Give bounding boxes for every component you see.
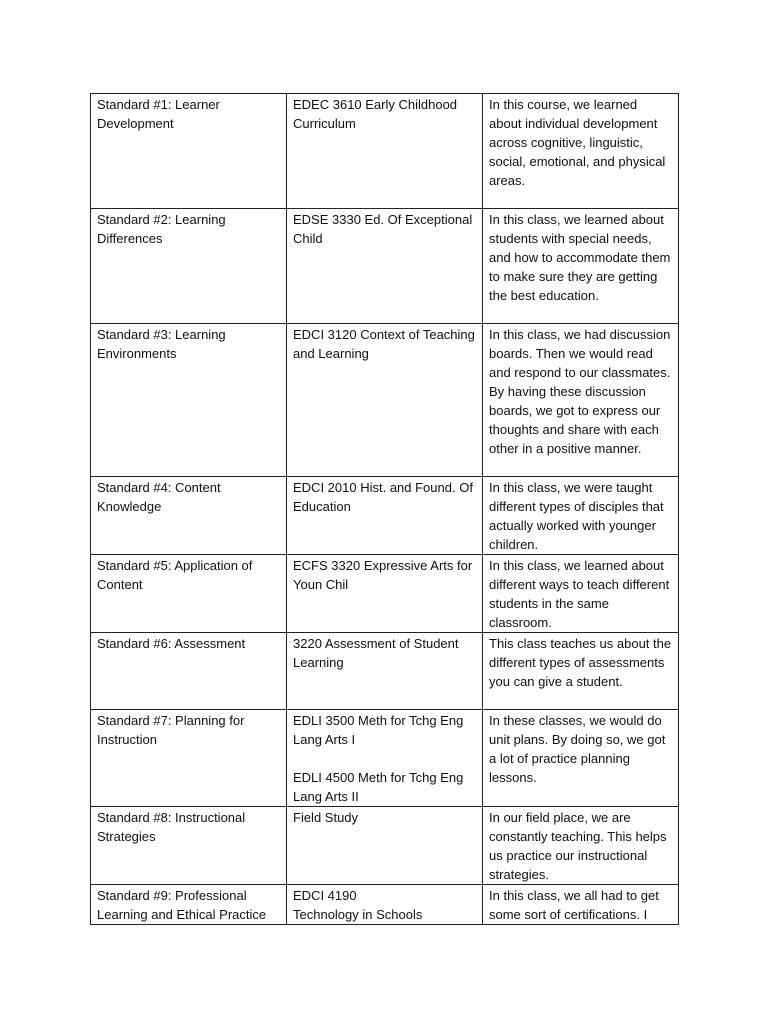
course-cell: EDCI 4190 Technology in Schools xyxy=(287,885,483,925)
standard-cell: Standard #7: Planning for Instruction xyxy=(91,710,287,807)
course-line-2: EDLI 4500 Meth for Tchg Eng Lang Arts II xyxy=(293,770,464,804)
description-cell: In this class, we learned about different ways to teach different students in the same classroom. xyxy=(483,555,679,633)
standard-cell: Standard #4: Content Knowledge xyxy=(91,477,287,555)
description-cell: In our field place, we are constantly teaching. This helps us practice our instructional strategies. xyxy=(483,807,679,885)
course-cell: EDCI 3120 Context of Teaching and Learning xyxy=(287,324,483,477)
course-cell: EDEC 3610 Early Childhood Curriculum xyxy=(287,94,483,209)
standard-cell: Standard #5: Application of Content xyxy=(91,555,287,633)
description-cell: In this class, we all had to get some sort of certifications. I xyxy=(483,885,679,925)
course-cell: ECFS 3320 Expressive Arts for Youn Chil xyxy=(287,555,483,633)
description-cell: In this class, we were taught different types of disciples that actually worked with younger children. xyxy=(483,477,679,555)
table-row xyxy=(91,324,679,477)
table-row xyxy=(91,94,679,209)
table-row xyxy=(91,710,679,807)
course-line-1: EDLI 3500 Meth for Tchg Eng Lang Arts I xyxy=(293,713,464,747)
table-row xyxy=(91,555,679,633)
table-row xyxy=(91,807,679,885)
description-cell: In this class, we learned about students with special needs, and how to accommodate them to make sure they are getting the best education. xyxy=(483,209,679,324)
course-cell: EDSE 3330 Ed. Of Exceptional Child xyxy=(287,209,483,324)
table-row xyxy=(91,209,679,324)
standard-cell: Standard #3: Learning Environments xyxy=(91,324,287,477)
table-row xyxy=(91,477,679,555)
course-cell: Field Study xyxy=(287,807,483,885)
standard-cell: Standard #8: Instructional Strategies xyxy=(91,807,287,885)
course-cell xyxy=(287,710,483,807)
description-cell: In these classes, we would do unit plans. By doing so, we got a lot of practice planning lessons. xyxy=(483,710,679,807)
course-spacer xyxy=(293,749,476,768)
description-cell: In this course, we learned about individual development across cognitive, linguistic, social, emotional, and physical areas. xyxy=(483,94,679,209)
table-row xyxy=(91,885,679,925)
standard-cell: Standard #1: Learner Development xyxy=(91,94,287,209)
description-cell: In this class, we had discussion boards. Then we would read and respond to our classmates. By having these discussion boards, we got to express our thoughts and share with each other in a positive manner. xyxy=(483,324,679,477)
course-cell: EDCI 2010 Hist. and Found. Of Education xyxy=(287,477,483,555)
table-row xyxy=(91,633,679,710)
course-cell: 3220 Assessment of Student Learning xyxy=(287,633,483,710)
description-cell: This class teaches us about the different types of assessments you can give a student. xyxy=(483,633,679,710)
standard-cell: Standard #2: Learning Differences xyxy=(91,209,287,324)
standards-table xyxy=(90,93,679,925)
standard-cell: Standard #6: Assessment xyxy=(91,633,287,710)
standard-cell: Standard #9: Professional Learning and Ethical Practice xyxy=(91,885,287,925)
